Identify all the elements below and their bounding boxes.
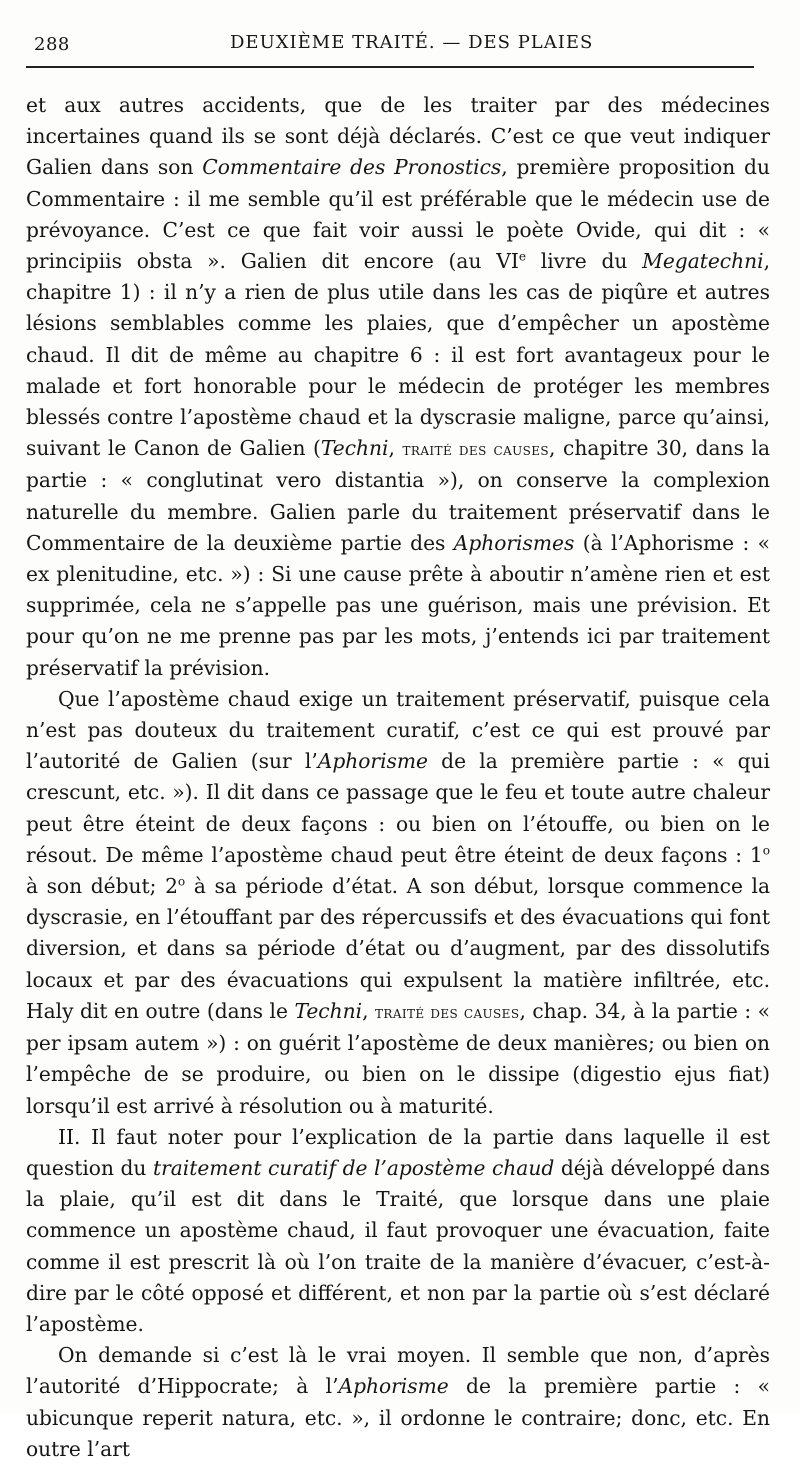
paragraph-2 xyxy=(26,684,770,1122)
italic-run: Aphorismes xyxy=(453,530,575,555)
text-run: déjà développé dans la plaie, qu’il est dit dans le Traité, que lorsque dans une plaie commence un apostème chaud, il faut provoquer une évacuation, faite comme il est prescrit là où l’on traite de la manière d’évacuer, c’est-à-dire par le côté opposé et différent, et non par la partie où s’est déclaré l’apostème. xyxy=(26,1155,770,1336)
text-run: , chapitre 1) : il n’y a rien de plus utile dans les cas de piqûre et autres lésions semblables comme les plaies, que d’empêcher un apostème chaud. Il dit de même au chapitre 6 : il est fort avantageux pour le malade et fort honorable pour le médecin de protéger les membres blessés contre l’apostème chaud et la dyscrasie maligne, parce qu’ainsi, suivant le Canon de Galien ( xyxy=(26,249,770,461)
running-title: DEUXIÈME TRAITÉ. — DES PLAIES xyxy=(230,32,594,53)
text-run: , xyxy=(362,998,375,1023)
header-rule xyxy=(26,66,754,68)
text-run: On demande si c’est là le vrai moyen. Il semble que non, d’après l’autorité d’Hippocrate; à l’ xyxy=(26,1343,770,1399)
superscript-run: o xyxy=(177,874,186,889)
italic-run: traitement curatif de l’apostème chaud xyxy=(152,1155,555,1180)
text-run: , chap. 34, à la partie : « per ipsam autem ») : on guérit l’apostème de deux manières; ou bien on l’empêche de se produire, ou bien on le dissipe (digestio ejus fiat) lorsqu’il est arrivé à résolution ou à maturité. xyxy=(26,998,770,1118)
text-run: (à l’Aphorisme : « ex plenitudine, etc. ») : Si une cause prête à aboutir n’amène rien et est supprimée, cela ne s’appelle pas une guérison, mais une prévision. Et pour qu’on ne me prenne pas par les mots, j’entends ici par traitement préservatif la prévision. xyxy=(26,530,770,680)
text-run: de la première partie : « ubicunque reperit natura, etc. », il ordonne le contraire; donc, etc. En outre l’art xyxy=(26,1374,770,1461)
paragraph-4 xyxy=(26,1340,770,1465)
italic-run: Aphorisme xyxy=(338,1374,449,1399)
paragraph-3 xyxy=(26,1122,770,1340)
superscript-run: e xyxy=(518,249,526,264)
text-run: , xyxy=(388,436,403,461)
paragraph-1 xyxy=(26,90,770,684)
text-body xyxy=(26,90,770,1465)
text-run: et aux autres accidents, que de les traiter par des médecines incertaines quand ils se sont déjà déclarés. C’est ce que veut indiquer Galien dans son xyxy=(26,93,770,180)
running-head xyxy=(34,30,764,60)
superscript-run: o xyxy=(762,843,770,858)
italic-run: Megatechni xyxy=(642,249,764,274)
text-run: livre du xyxy=(525,249,643,274)
text-run: de la première partie : « qui crescunt, etc. »). Il dit dans ce passage que le feu et toute autre chaleur peut être éteint de deux façons : ou bien on l’étouffe, ou bien on le résout. De même l’apostème chaud peut être éteint de deux façons : 1 xyxy=(26,749,770,867)
italic-run: Commentaire des Pronostics xyxy=(202,155,502,180)
page-number: 288 xyxy=(34,34,70,55)
italic-run: Techni xyxy=(320,436,389,461)
italic-run: Aphorisme xyxy=(317,749,428,774)
text-run: à son début; 2 xyxy=(26,874,178,899)
small-caps-run: traité des causes xyxy=(402,440,550,460)
text-run: Que l’apostème chaud exige un traitement préservatif, puisque cela n’est pas douteux du traitement curatif, c’est ce qui est prouvé par l’autorité de Galien (sur l’ xyxy=(26,686,770,774)
text-run: II. Il faut noter pour l’explication de la partie dans laquelle il est question du xyxy=(26,1124,770,1180)
small-caps-run: traité des causes xyxy=(374,1002,520,1022)
text-run: , première proposition du Commentaire : il me semble qu’il est préférable que le médecin use de prévoyance. C’est ce que fait voir aussi le poète Ovide, qui dit : « principiis obsta ». Galien dit encore (au VI xyxy=(26,155,770,274)
italic-run: Techni xyxy=(294,998,363,1023)
text-run: , chapitre 30, dans la partie : « conglutinat vero distantia »), on conserve la complexion naturelle du membre. Galien parle du traitement préservatif dans le Commentaire de la deuxième partie des xyxy=(26,436,770,555)
text-run: à sa période d’état. A son début, lorsque commence la dyscrasie, en l’étouffant par des répercussifs et des évacuations qui font diversion, et dans sa période d’état ou d’augment, par des dissolutifs locaux et par des évacuations qui expulsent la matière infiltrée, etc. Haly dit en outre (dans le xyxy=(26,874,770,1023)
